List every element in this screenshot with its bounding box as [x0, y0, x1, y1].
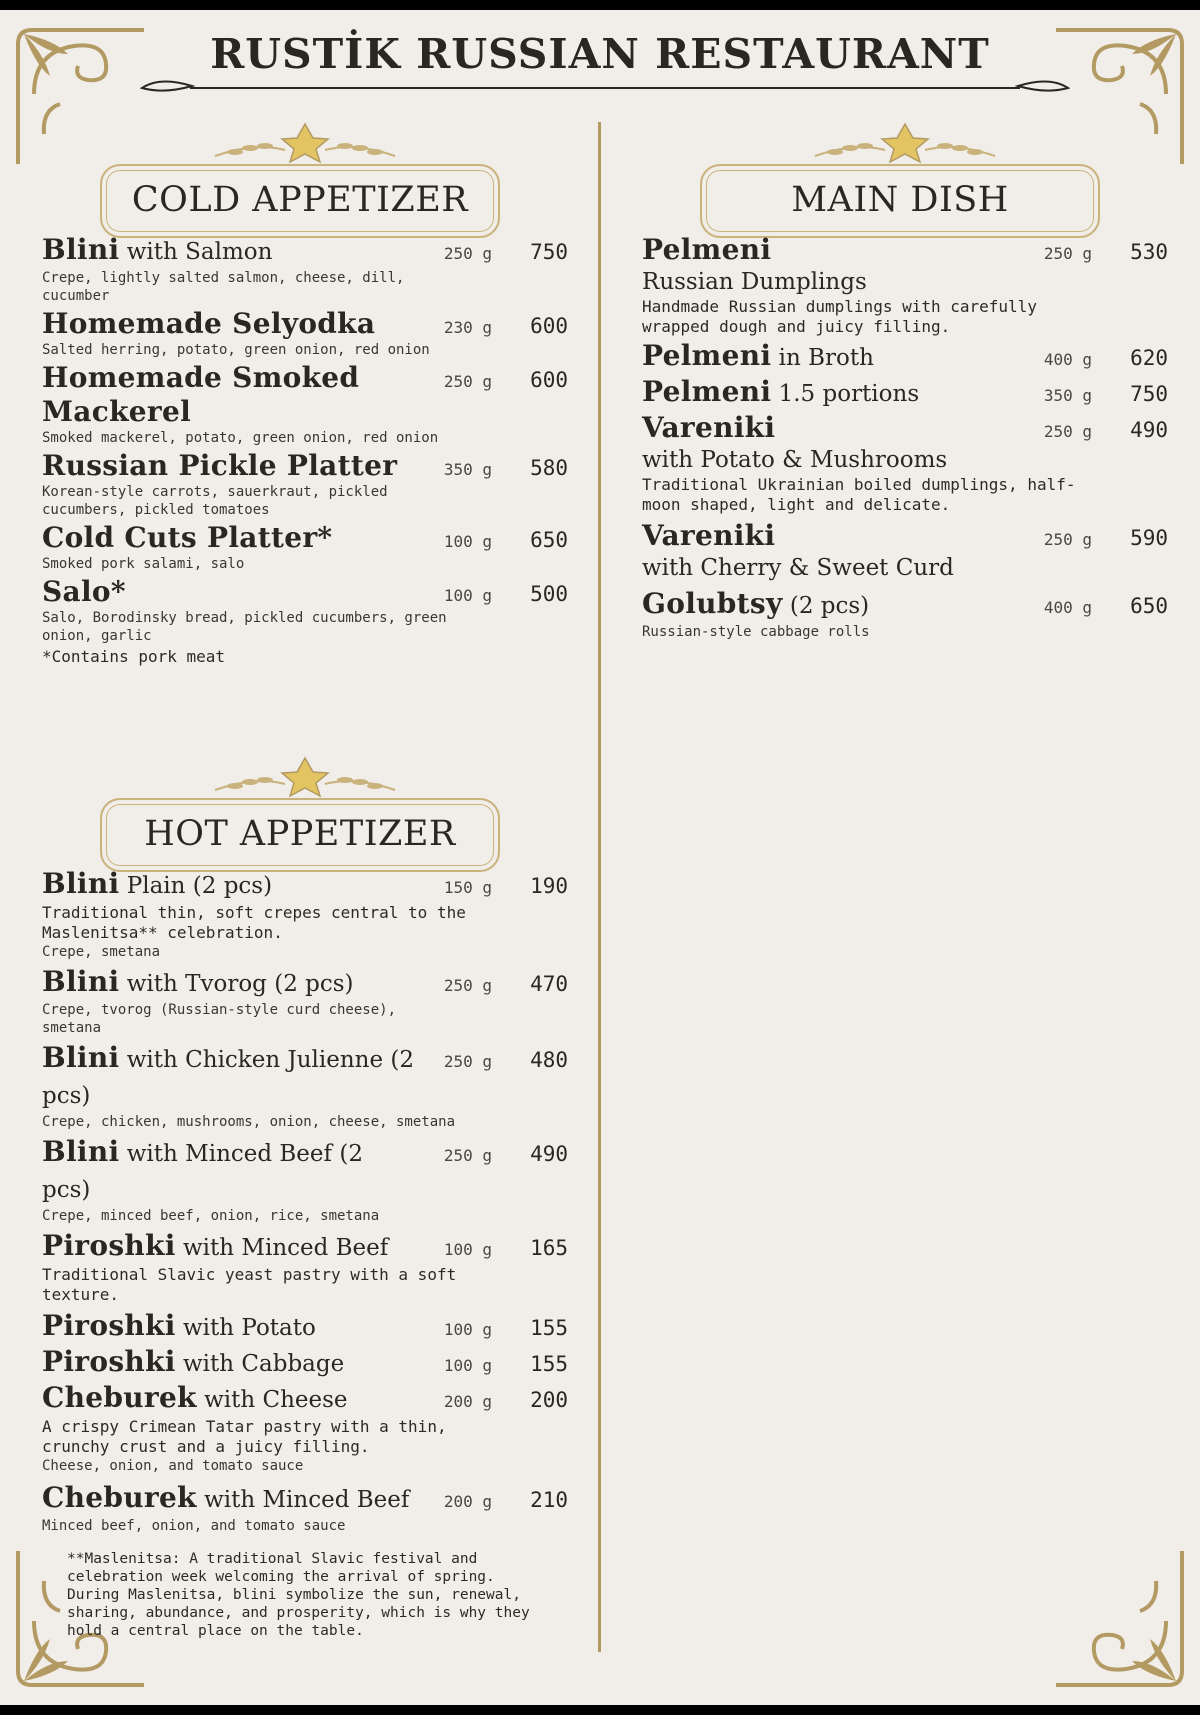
menu-item: [42, 575, 568, 645]
item-name: [42, 307, 418, 341]
item-price: 580: [530, 456, 568, 480]
menu-item-row: [42, 1041, 568, 1113]
item-ingredients: Crepe, chicken, mushrooms, onion, cheese, smetana: [42, 1114, 456, 1130]
menu-item: [42, 1135, 568, 1225]
item-weight: 100 g: [443, 1320, 492, 1339]
section-header: [642, 122, 1168, 227]
section-title: HOT APPETIZER: [144, 814, 456, 854]
item-description: Handmade Russian dumplings with carefully wrapped dough and juicy filling.: [642, 297, 1037, 336]
item-price: 190: [530, 874, 568, 898]
menu-item-row: [42, 575, 568, 609]
item-name: [642, 587, 1018, 623]
item-name-main: Piroshki: [42, 1345, 176, 1378]
corner-flourish-bottom-right: [1046, 1541, 1186, 1691]
menu-item: [42, 361, 568, 447]
item-name-main: Blini: [42, 965, 120, 998]
item-price: 155: [530, 1352, 568, 1376]
item-weight: 400 g: [1043, 598, 1092, 617]
menu-item-row: [642, 587, 1168, 623]
menu-item: [42, 867, 568, 961]
item-name: [42, 233, 418, 269]
item-weight: 250 g: [1043, 530, 1092, 549]
item-weight: 350 g: [443, 460, 492, 479]
menu-item: [642, 375, 1168, 411]
item-name: [42, 1135, 418, 1207]
item-ingredients: Minced beef, onion, and tomato sauce: [42, 1518, 346, 1534]
menu-item-row: [642, 375, 1168, 411]
item-name: [42, 575, 418, 609]
item-subtitle: with Cherry & Sweet Curd: [642, 555, 954, 581]
menu-item: [42, 521, 568, 573]
item-ingredients: Crepe, smetana: [42, 944, 161, 960]
menu-item-row: [42, 233, 568, 269]
menu-item: [42, 307, 568, 359]
hot-appetizer-section: [42, 756, 568, 1535]
item-name-modifier: with Salmon: [119, 239, 273, 265]
item-price: 600: [530, 368, 568, 392]
item-weight: 200 g: [443, 1392, 492, 1411]
item-name-modifier: with Minced Beef: [196, 1487, 410, 1513]
item-name-modifier: with Tvorog (2 pcs): [119, 971, 354, 997]
item-weight: 100 g: [443, 586, 492, 605]
item-weight: 250 g: [1043, 244, 1092, 263]
item-name-modifier: 1.5 portions: [771, 381, 920, 407]
item-price: 600: [530, 314, 568, 338]
pork-note: *Contains pork meat: [42, 647, 226, 666]
item-subtitle: Russian Dumplings: [642, 269, 867, 295]
item-price: 500: [530, 582, 568, 606]
star-laurel-icon: [805, 122, 1005, 164]
item-name-modifier: with Cheese: [196, 1387, 348, 1413]
item-ingredients: Salted herring, potato, green onion, red onion: [42, 342, 430, 358]
item-ingredients: Salo, Borodinsky bread, pickled cucumbers, green onion, garlic: [42, 610, 447, 644]
item-price: 750: [530, 240, 568, 264]
item-name-main: Blini: [42, 233, 120, 266]
column-divider: [598, 122, 601, 1652]
menu-item: [42, 1481, 568, 1535]
item-name-main: Piroshki: [42, 1309, 176, 1342]
item-name-main: Golubtsy: [642, 587, 783, 620]
menu-item: [642, 519, 1168, 583]
item-price: 165: [530, 1236, 568, 1260]
item-name-main: Pelmeni: [642, 233, 772, 266]
item-weight: 250 g: [443, 1052, 492, 1071]
item-description: Traditional thin, soft crepes central to the Maslenitsa** celebration.: [42, 903, 466, 942]
menu-item: [42, 1041, 568, 1131]
item-ingredients: Cheese, onion, and tomato sauce: [42, 1458, 304, 1474]
item-name-main: Blini: [42, 1135, 120, 1168]
maslenitsa-footnote: **Maslenitsa: A traditional Slavic festival and celebration week welcoming the arrival of spring. During Maslenitsa, blini symbolize the sun, renewal, sharing, abundance, and prosperity, which is why they hold a central place on the table.: [67, 1551, 530, 1639]
main-dish-list: [642, 233, 1168, 641]
item-name-main: Homemade Smoked Mackerel: [42, 361, 360, 428]
item-name-modifier: with Minced Beef (2 pcs): [42, 1141, 363, 1203]
item-weight: 250 g: [443, 244, 492, 263]
item-ingredients: Smoked pork salami, salo: [42, 556, 245, 572]
item-weight: 100 g: [443, 532, 492, 551]
item-name-modifier: (2 pcs): [782, 593, 870, 619]
menu-item: [642, 233, 1168, 337]
item-price: 490: [1130, 418, 1168, 442]
item-price: 210: [530, 1488, 568, 1512]
item-subtitle: with Potato & Mushrooms: [642, 447, 948, 473]
item-price: 200: [530, 1388, 568, 1412]
item-name: [42, 449, 418, 483]
item-name: [42, 1309, 418, 1345]
item-description: Traditional Ukrainian boiled dumplings, half-moon shaped, light and delicate.: [642, 475, 1076, 514]
item-name: [42, 1041, 418, 1113]
star-laurel-icon: [205, 122, 405, 164]
menu-item-row: [42, 867, 568, 903]
item-price: 750: [1130, 382, 1168, 406]
menu-item-row: [42, 1345, 568, 1381]
menu-item-row: [642, 519, 1168, 553]
item-name: [42, 867, 418, 903]
item-name: [42, 965, 418, 1001]
item-price: 530: [1130, 240, 1168, 264]
item-name: [642, 519, 1018, 553]
menu-page: [0, 10, 1200, 1705]
item-name-modifier: with Potato: [175, 1315, 316, 1341]
item-weight: 250 g: [443, 976, 492, 995]
menu-item-row: [642, 339, 1168, 375]
menu-item: [642, 411, 1168, 515]
title-underline-ornament: [140, 76, 1070, 100]
item-name-main: Cold Cuts Platter*: [42, 521, 333, 554]
menu-item-row: [42, 1309, 568, 1345]
item-price: 590: [1130, 526, 1168, 550]
menu-item-row: [42, 449, 568, 483]
item-weight: 100 g: [443, 1356, 492, 1375]
item-name-main: Russian Pickle Platter: [42, 449, 398, 482]
item-name: [42, 1381, 418, 1417]
menu-item: [642, 587, 1168, 641]
menu-item: [42, 1309, 568, 1345]
item-price: 155: [530, 1316, 568, 1340]
item-description: A crispy Crimean Tatar pastry with a thin, crunchy crust and a juicy filling.: [42, 1417, 447, 1456]
item-weight: 150 g: [443, 878, 492, 897]
section-title: MAIN DISH: [791, 180, 1009, 220]
item-name-main: Pelmeni: [642, 339, 772, 372]
item-name: [642, 339, 1018, 375]
menu-item-row: [642, 233, 1168, 267]
section-header: [42, 122, 568, 227]
item-name-main: Salo*: [42, 575, 126, 608]
item-name-modifier: with Cabbage: [175, 1351, 345, 1377]
menu-item: [42, 233, 568, 305]
cold-appetizer-list: [42, 233, 568, 645]
item-price: 650: [1130, 594, 1168, 618]
menu-item-row: [42, 521, 568, 555]
item-name: [42, 1345, 418, 1381]
item-ingredients: Crepe, tvorog (Russian-style curd cheese), smetana: [42, 1002, 397, 1036]
item-ingredients: Crepe, minced beef, onion, rice, smetana: [42, 1208, 380, 1224]
item-name-modifier: with Chicken Julienne (2 pcs): [42, 1047, 414, 1109]
menu-item-row: [42, 307, 568, 341]
menu-item-row: [42, 1481, 568, 1517]
item-name-main: Cheburek: [42, 1481, 197, 1514]
item-weight: 350 g: [1043, 386, 1092, 405]
item-weight: 100 g: [443, 1240, 492, 1259]
item-name-modifier: in Broth: [771, 345, 874, 371]
item-price: 490: [530, 1142, 568, 1166]
item-name: [642, 233, 1018, 267]
item-name-main: Blini: [42, 1041, 120, 1074]
menu-item: [42, 965, 568, 1037]
menu-item: [42, 1381, 568, 1475]
hot-appetizer-list: [42, 867, 568, 1535]
main-dish-section: [642, 122, 1168, 641]
item-ingredients: Crepe, lightly salted salmon, cheese, dill, cucumber: [42, 270, 405, 304]
menu-item: [42, 1345, 568, 1381]
section-header: [42, 756, 568, 861]
menu-item-row: [42, 1135, 568, 1207]
item-name-main: Cheburek: [42, 1381, 197, 1414]
item-name: [642, 375, 1018, 411]
item-price: 650: [530, 528, 568, 552]
menu-item-row: [42, 965, 568, 1001]
item-name: [42, 361, 418, 429]
item-ingredients: Korean-style carrots, sauerkraut, pickled cucumbers, pickled tomatoes: [42, 484, 388, 518]
item-ingredients: Smoked mackerel, potato, green onion, red onion: [42, 430, 439, 446]
section-title: COLD APPETIZER: [131, 180, 469, 220]
cold-appetizer-section: [42, 122, 568, 667]
menu-item: [642, 339, 1168, 375]
item-ingredients: Russian-style cabbage rolls: [642, 624, 870, 640]
menu-item: [42, 1229, 568, 1305]
item-weight: 250 g: [443, 372, 492, 391]
item-weight: 400 g: [1043, 350, 1092, 369]
item-weight: 250 g: [443, 1146, 492, 1165]
item-name: [42, 521, 418, 555]
menu-item-row: [42, 1229, 568, 1265]
menu-item-row: [642, 411, 1168, 445]
item-price: 620: [1130, 346, 1168, 370]
item-name: [42, 1481, 418, 1517]
item-price: 470: [530, 972, 568, 996]
item-name-main: Vareniki: [642, 519, 776, 552]
item-description: Traditional Slavic yeast pastry with a soft texture.: [42, 1265, 457, 1304]
item-name: [42, 1229, 418, 1265]
item-name-main: Pelmeni: [642, 375, 772, 408]
page-title: RUSTİK RUSSIAN RESTAURANT: [210, 30, 990, 78]
item-weight: 230 g: [443, 318, 492, 337]
menu-item-row: [42, 1381, 568, 1417]
item-weight: 250 g: [1043, 422, 1092, 441]
item-price: 480: [530, 1048, 568, 1072]
item-name-main: Blini: [42, 867, 120, 900]
menu-item-row: [42, 361, 568, 429]
item-name-modifier: Plain (2 pcs): [119, 873, 273, 899]
item-name-main: Piroshki: [42, 1229, 176, 1262]
item-name-modifier: with Minced Beef: [175, 1235, 389, 1261]
item-name-main: Homemade Selyodka: [42, 307, 376, 340]
menu-item: [42, 449, 568, 519]
item-weight: 200 g: [443, 1492, 492, 1511]
star-laurel-icon: [205, 756, 405, 798]
item-name-main: Vareniki: [642, 411, 776, 444]
item-name: [642, 411, 1018, 445]
